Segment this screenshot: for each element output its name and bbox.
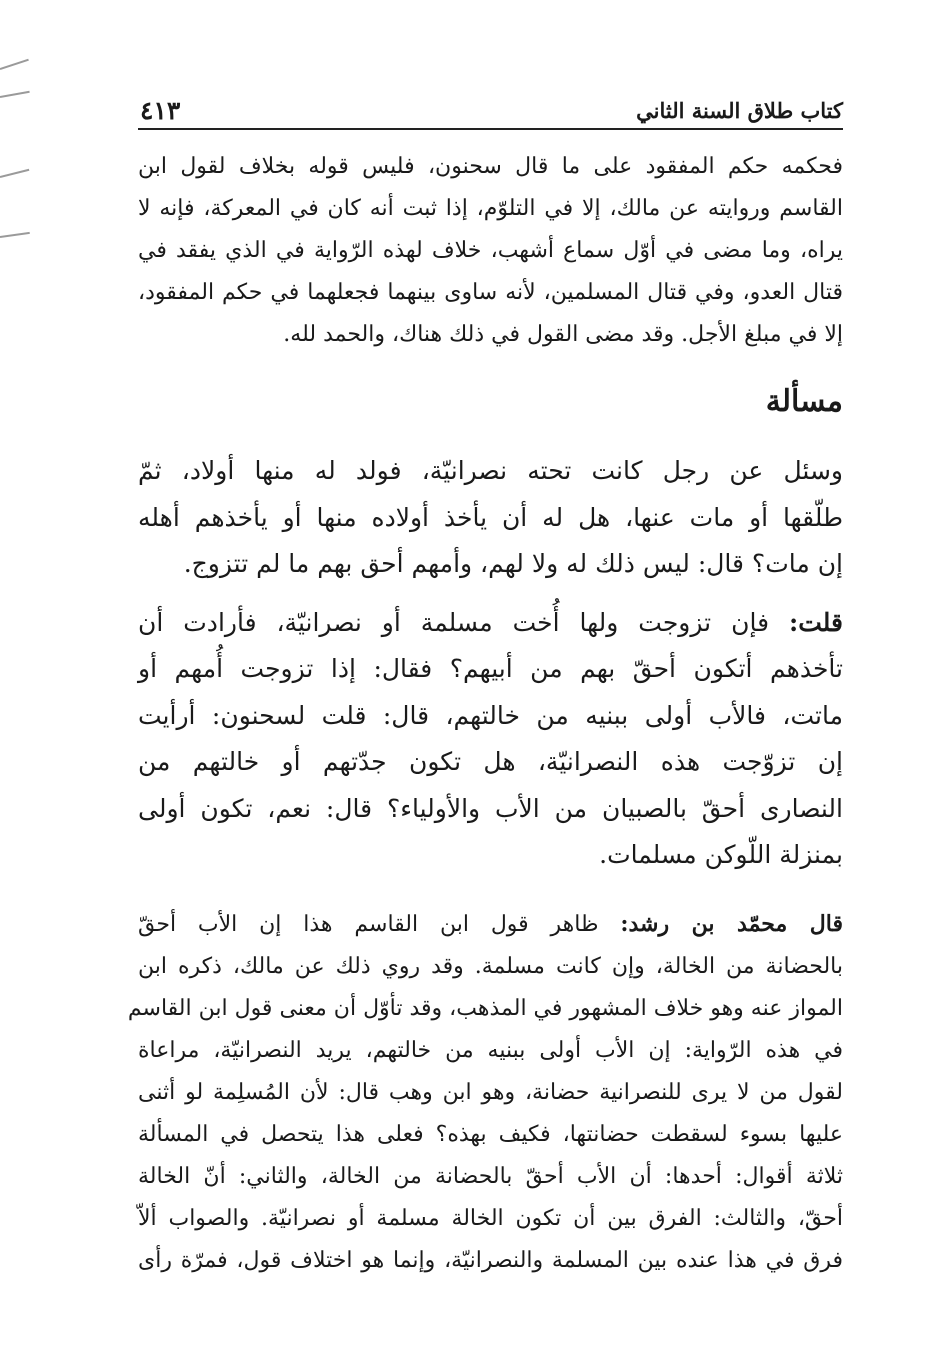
- text-line: فحكمه حكم المفقود على ما قال سحنون، فليس قوله بخلاف لقول ابن: [138, 154, 843, 179]
- continuation-paragraph: [138, 146, 843, 356]
- page-body: [127, 146, 844, 1282]
- commentary-first-line: ظاهر قول ابن القاسم هذا إن الأب أحقّ: [138, 911, 621, 937]
- text-line: يراه، وما مضى في أوّل سماع أشهب، خلاف لهذه الرّواية في الذي يفقد في: [138, 238, 843, 263]
- commentary-lead: قال محمّد بن رشد:: [620, 910, 844, 937]
- scan-edge-mark: [0, 59, 29, 70]
- text-line: في هذه الرّواية: إن الأب أولى ببنيه من خالتهم، يريد النصرانيّة، مراعاة: [138, 1037, 843, 1063]
- text-line: فرق في هذا عنده بين المسلمة والنصرانيّة، وإنما هو اختلاف قول، فمرّة رأى: [138, 1247, 843, 1273]
- text-line: ماتت، فالأب أولى ببنيه من خالتهم، قال: قلت لسحنون: أرأيت: [138, 700, 843, 730]
- text-line: إلا في مبلغ الأجل. وقد مضى القول في ذلك هناك، والحمد لله.: [283, 322, 843, 347]
- scan-edge-mark: [0, 232, 30, 238]
- question-paragraph: [138, 448, 843, 588]
- header-rule: [138, 128, 843, 130]
- text-line: إن تزوّجت هذه النصرانيّة، هل تكون جدّتهم أو خالتهم من: [138, 747, 843, 776]
- followup-paragraph: [138, 600, 843, 879]
- text-line: تأخذهم أتكون أحقّ بهم من أبيهم؟ فقال: إذا تزوجت أُمهم أو: [138, 654, 843, 683]
- commentary-paragraph: [127, 903, 844, 1282]
- text-line: بمنزلة اللّوكن مسلمات.: [599, 840, 843, 869]
- running-header: [138, 96, 843, 130]
- text-line: طلّقها أو مات عنها، هل له أن يأخذ أولاده منها أو يأخذهم أهله: [138, 502, 843, 532]
- text-line: قتال العدو، وفي قتال المسلمين، لأنه ساوى بينهما فجعلهما في حكم المفقود،: [138, 280, 843, 305]
- text-line: المواز عنه وهو خلاف المشهور في المذهب، وقد تأوّل أن معنى قول ابن القاسم: [127, 995, 843, 1021]
- section-heading: مسألة: [765, 384, 843, 419]
- text-line: [138, 600, 843, 647]
- text-line: [138, 903, 843, 946]
- text-line: أحقّ، والثالث: الفرق بين أن تكون الخالة مسلمة أو نصرانيّة. والصواب ألاّ: [138, 1205, 843, 1231]
- scan-edge-mark: [0, 91, 30, 98]
- text-line: النصارى أحقّ بالصبيان من الأب والأولياء؟ قال: نعم، تكون أولى: [138, 793, 843, 823]
- text-line: إن مات؟ قال: ليس ذلك له ولا لهم، وأمهم أحق بهم ما لم تتزوج.: [183, 549, 843, 578]
- page-number: ٤١٣: [140, 96, 181, 125]
- text-line: وسئل عن رجل كانت تحته نصرانيّة، فولد له منها أولاد، ثمّ: [138, 456, 843, 485]
- scan-edge-mark: [0, 169, 29, 178]
- text-line: ثلاثة أقوال: أحدها: أن الأب أحقّ بالحضانة من الخالة، والثاني: أنّ الخالة: [138, 1163, 843, 1189]
- text-line: بالحضانة من الخالة، وإن كانت مسلمة. وقد روي ذلك عن مالك، ذكره ابن: [138, 953, 843, 979]
- followup-lead: قلت:: [788, 607, 843, 637]
- text-line: القاسم وروايته عن مالك، إلا في التلوّم، إذا ثبت أنه كان في المعركة، فإنه لا: [138, 196, 843, 221]
- text-line: عليها بسوء لسقطت حضانتها، فكيف بهذه؟ فعلى هذا يتحصل في المسألة: [138, 1121, 843, 1147]
- header-title: كتاب طلاق السنة الثاني: [636, 98, 843, 123]
- text-line: لقول من لا يرى للنصرانية حضانة، وهو ابن وهب قال: لأن المُسلِمة لو أثنى: [138, 1079, 843, 1105]
- followup-first-line: فإن تزوجت ولها أُخت مسلمة أو نصرانيّة، فأرادت أن: [138, 607, 789, 637]
